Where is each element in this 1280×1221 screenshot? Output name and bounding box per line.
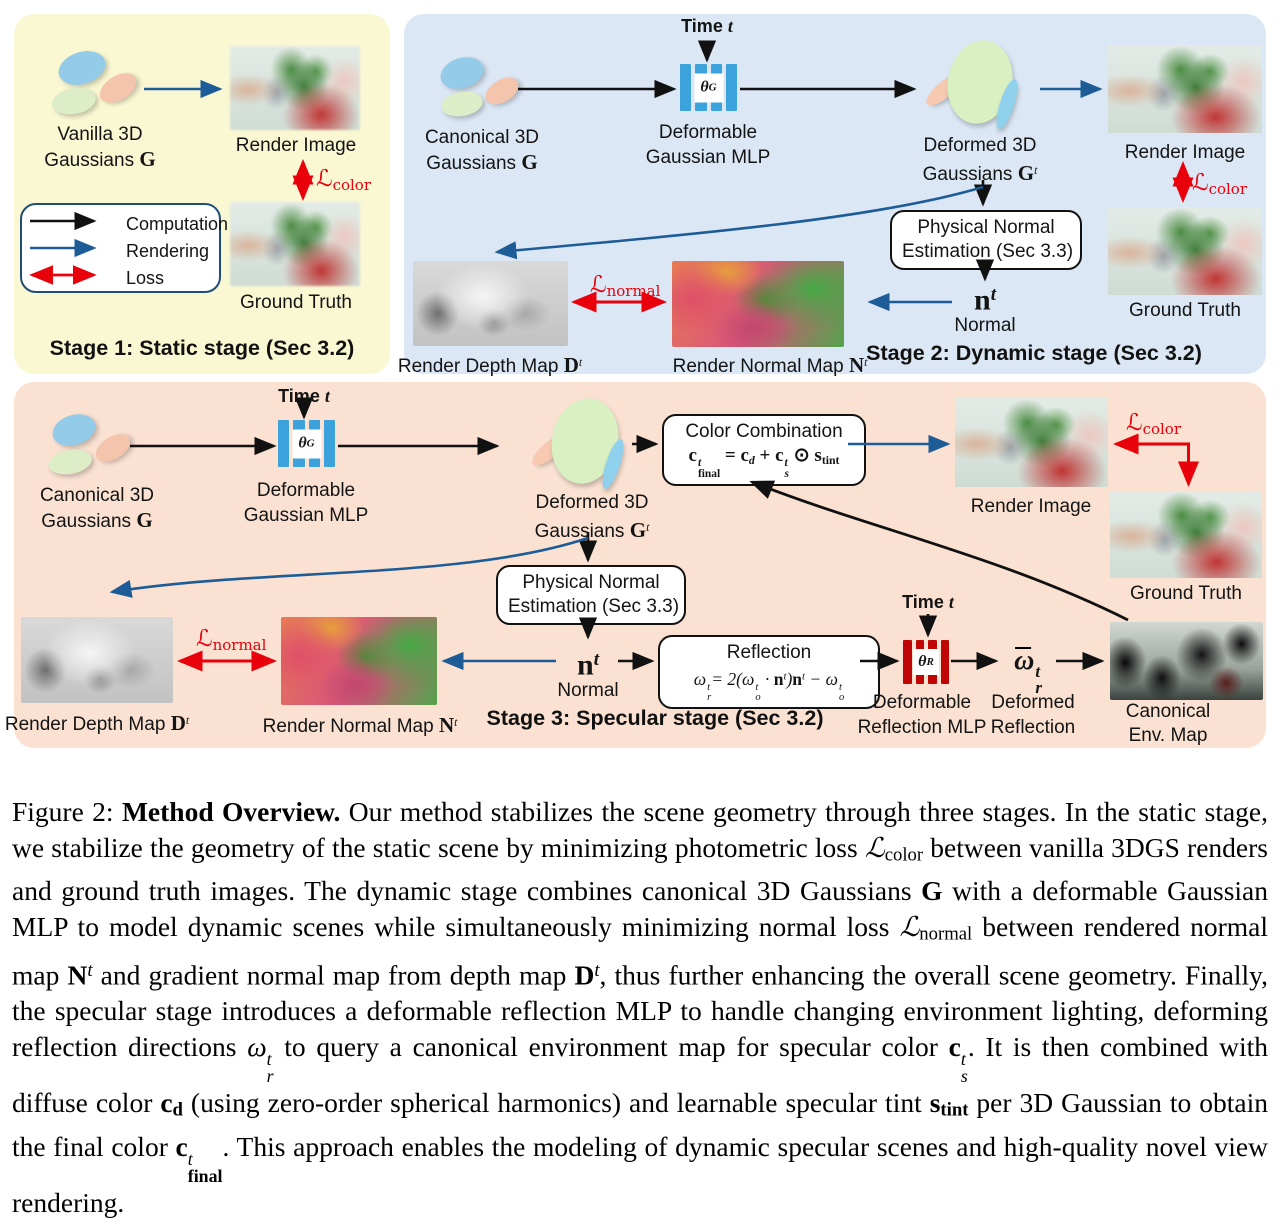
canonical-env-map-photo: [1110, 622, 1263, 700]
close-paren: ): [786, 669, 793, 690]
reflection-box: [658, 635, 880, 709]
c-diffuse: c: [740, 445, 749, 466]
deformable-reflection-mlp-label: [858, 690, 987, 740]
time-word: Time: [902, 592, 944, 612]
sup-t: t: [578, 356, 583, 369]
stage2-ground-truth-photo: [1108, 207, 1262, 295]
equals: =: [724, 445, 736, 466]
sup-t: t: [454, 716, 458, 729]
N-symbol: N: [848, 352, 865, 377]
stage3-loss-normal-label: [196, 626, 266, 654]
stage2-title: Stage 2: Dynamic stage (Sec 3.2): [866, 341, 1202, 365]
canonical-gaussians-label: [40, 483, 154, 534]
time-var: t: [324, 386, 330, 406]
sub-r: r: [707, 692, 712, 704]
caption-text: with a deformable Gaussian MLP to model dynamic scenes while simultaneously minimizing normal loss: [12, 875, 1268, 943]
caption-text: , thus further enhancing the overall scene geometry. Finally, the specular stage introduces a deformable reflection MLP to handle changing environment lighting, deforming reflection directions: [12, 959, 1268, 1063]
time-input-label: [681, 16, 733, 37]
physical-normal-estimation-box: [496, 565, 686, 625]
stage1-ground-truth-photo: [230, 202, 360, 286]
stage3-depth-map-label: [5, 708, 189, 737]
normal-map-words: Render Normal Map: [672, 355, 844, 377]
deformed-line1: Deformed 3D: [535, 492, 649, 513]
loss-symbol: ℒ: [316, 166, 333, 192]
time-var: t: [948, 592, 954, 612]
omega-r: ω: [693, 669, 707, 690]
c-specular: c: [775, 445, 784, 466]
stage2-normal-map-label: [673, 350, 868, 379]
omega-bar: ω: [1014, 645, 1035, 676]
dg-line1: Deformable: [256, 480, 356, 501]
canonical-gaussians-label: [425, 125, 539, 176]
sub-s: s: [960, 1066, 968, 1087]
gaussians-symbol: G: [136, 508, 153, 532]
canonical-line1: Canonical 3D: [424, 127, 540, 148]
theta-R-symbol: [913, 649, 939, 675]
cfinal-supsub: [187, 1148, 223, 1186]
stage3-render-image-photo: [955, 398, 1108, 487]
gaussians-symbol: G: [139, 147, 156, 171]
stage2-render-image-photo: [1108, 45, 1262, 133]
deformable-reflection-mlp-icon: [903, 640, 949, 684]
stage3-ground-truth-label: Ground Truth: [1130, 583, 1242, 604]
caption-text: Our method stabilizes the scene geometry through three stages. In the static stage, we stabilize the geometry of the static scene by minimizing photometric loss: [12, 795, 1269, 863]
stage2-normal-map-photo: [672, 261, 844, 347]
time-input-label: [278, 386, 330, 407]
physical-line1: Physical Normal: [917, 217, 1055, 238]
stage3-loss-color-label: [1126, 410, 1181, 438]
loss-symbol: ℒ: [590, 272, 607, 298]
loss-symbol: ℒ: [899, 911, 920, 944]
stage3-depth-map-photo: [21, 617, 173, 703]
caption-math-G: G: [921, 875, 943, 907]
theta: θ: [700, 78, 709, 96]
caption-text: between rendered normal map: [12, 911, 1268, 991]
sub-tint: tint: [940, 1099, 969, 1121]
time-input-label: [902, 592, 954, 613]
sup-t: t: [838, 682, 842, 694]
stage2-depth-map-label: [398, 350, 582, 379]
physical-line1: Physical Normal: [522, 572, 660, 593]
deformable-gaussian-mlp-label: [646, 120, 771, 170]
n-symbol: n: [577, 648, 594, 682]
caption-text: per 3D Gaussian to obtain the final color: [12, 1087, 1268, 1162]
caption-text: and gradient normal map from depth map: [92, 959, 575, 991]
legend-rendering-label: Rendering: [126, 241, 210, 261]
omega-supsub: [267, 1051, 274, 1085]
sup-t: t: [784, 457, 788, 470]
stage1-title: Stage 1: Static stage (Sec 3.2): [49, 336, 355, 360]
deformed-line1: Deformed 3D: [923, 135, 1037, 156]
time-word: Time: [278, 386, 320, 406]
caption-math-c-final: c: [175, 1130, 188, 1162]
deformed-gaussians-label: [923, 133, 1038, 187]
legend-loss-label: Loss: [126, 268, 165, 288]
stage2-render-image-label: Render Image: [1124, 142, 1246, 163]
stage3-title: Stage 3: Specular stage (Sec 3.2): [486, 706, 824, 730]
stage2-loss-normal-label: [590, 272, 660, 300]
loss-symbol: ℒ: [1192, 170, 1209, 196]
caption-math-s-tint: s: [929, 1087, 941, 1119]
sup-t: t: [1034, 164, 1038, 177]
loss-symbol: ℒ: [1126, 410, 1143, 436]
deformed-reflection-symbol: [1014, 646, 1042, 696]
physical-line2: Estimation (Sec 3.3): [508, 596, 680, 617]
canonical-line2: Gaussians: [426, 153, 517, 174]
env-line1: Canonical: [1125, 701, 1211, 722]
caption-text: . This approach enables the modeling of dynamic specular scenes and high-quality novel view rendering.: [12, 1130, 1268, 1218]
dr-line1: Deformable: [872, 692, 972, 713]
vanilla-gaussians-label: [44, 122, 155, 173]
sup-t: t: [87, 959, 93, 981]
sub-o: o: [838, 692, 845, 704]
physical-line2: Estimation (Sec 3.3): [902, 241, 1074, 262]
sub-tint: tint: [821, 453, 840, 467]
theta-G-symbol: [694, 73, 723, 102]
stage1-render-image-label: Render Image: [235, 135, 357, 156]
n-symbol: n: [773, 669, 784, 690]
stage1-loss-color-label: [316, 166, 371, 194]
normal-vector-symbol: [974, 280, 996, 316]
sup-t: t: [707, 682, 711, 694]
caption-math-c-d: c: [160, 1087, 173, 1119]
loss-symbol: ℒ: [196, 626, 213, 652]
stage3-normal-map-photo: [281, 617, 437, 705]
canonical-env-map-label: [1126, 700, 1211, 748]
caption-math-omega-r: ω: [247, 1031, 267, 1063]
theta-G-symbol: [292, 429, 321, 458]
physical-normal-estimation-box: [890, 210, 1082, 270]
loss-color-sub: color: [884, 844, 924, 866]
dg-line2: Gaussian MLP: [645, 147, 771, 168]
stage2-depth-map-photo: [413, 261, 568, 346]
D-symbol: D: [563, 352, 579, 377]
loss-normal-sub: normal: [212, 636, 267, 654]
eq2: = 2(: [711, 669, 742, 690]
sup-t: t: [594, 959, 600, 981]
cs-supsub: [961, 1051, 968, 1085]
sup-t: t: [593, 649, 599, 670]
sup-t: t: [266, 1049, 272, 1070]
sub-d: d: [748, 453, 755, 467]
vanilla-line1: Vanilla 3D: [57, 124, 143, 145]
deformable-gaussian-mlp-icon: [680, 64, 737, 111]
theta-sub: G: [708, 81, 717, 94]
sup-t: t: [1035, 661, 1041, 681]
normal-word-label: Normal: [557, 680, 619, 701]
canonical-line2: Gaussians: [41, 511, 132, 532]
depth-map-words: Render Depth Map: [4, 713, 166, 735]
n-symbol: n: [974, 283, 991, 317]
plus: +: [759, 445, 771, 466]
omega-o2: ω: [825, 669, 838, 690]
sub-o: o: [755, 692, 761, 704]
sup-t: t: [646, 521, 650, 534]
time-var: t: [727, 16, 733, 36]
theta: θ: [918, 653, 927, 670]
dg-line2: Gaussian MLP: [243, 505, 369, 526]
sup-t: t: [990, 284, 996, 305]
caption-bold-title: Method Overview.: [121, 795, 341, 827]
legend-computation-label: Computation: [126, 214, 229, 234]
deformed-line2: Gaussians: [534, 520, 625, 542]
sub-s: s: [784, 467, 789, 480]
normal-word-label: Normal: [954, 315, 1016, 336]
sup-t: t: [783, 671, 787, 683]
N-symbol: N: [438, 712, 455, 737]
dg-line1: Deformable: [658, 122, 758, 143]
sub-r: r: [266, 1066, 274, 1087]
reflection-title: Reflection: [726, 642, 812, 663]
sub-final: final: [697, 467, 721, 480]
stage3-render-image-label: Render Image: [970, 496, 1092, 517]
c-final: c: [688, 445, 697, 466]
sup-t: t: [802, 671, 806, 683]
sup-t: t: [755, 682, 759, 694]
gaussians-symbol: G: [629, 517, 647, 542]
sup-t: t: [187, 1148, 193, 1169]
odot-operator: ⊙: [793, 445, 810, 466]
caption-math-c-s: c: [948, 1031, 961, 1063]
normal-vector-symbol: [577, 645, 599, 681]
reflection-equation: [693, 669, 845, 704]
caption-text: . It is then combined with diffuse color: [12, 1031, 1269, 1119]
sup-t: t: [697, 457, 702, 470]
depth-map-words: Render Depth Map: [397, 355, 559, 377]
loss-color-sub: color: [1142, 420, 1182, 438]
theta-sub: R: [926, 656, 934, 668]
vanilla-line2: Gaussians: [44, 150, 135, 171]
legend-box: [20, 203, 229, 293]
canonical-line1: Canonical 3D: [39, 485, 155, 506]
caption-figure-number: Figure 2:: [12, 795, 122, 827]
dot-operator: ·: [764, 669, 770, 690]
deformed-reflection-label: [991, 690, 1076, 740]
stage3-ground-truth-photo: [1110, 491, 1262, 578]
omega-o: ω: [741, 669, 755, 690]
loss-color-sub: color: [332, 176, 372, 194]
caption-math-loss-color: [865, 832, 885, 864]
minus: −: [809, 669, 822, 690]
stage2-loss-color-label: [1192, 170, 1247, 198]
loss-normal-sub: normal: [606, 282, 661, 300]
deformable-gaussian-mlp-icon: [278, 420, 335, 467]
stage2-ground-truth-label: Ground Truth: [1129, 300, 1241, 321]
gaussians-symbol: G: [1017, 160, 1035, 185]
gaussians-symbol: G: [521, 150, 538, 174]
normal-map-words: Render Normal Map: [262, 715, 434, 737]
theta-sub: G: [306, 437, 315, 450]
caption-math-loss-normal: [899, 911, 919, 943]
caption-text: between vanilla 3DGS renders and ground truth images. The dynamic stage combines canonical 3D Gaussians: [12, 831, 1268, 907]
s-tint: s: [814, 445, 822, 466]
deformed-gaussians-label: [535, 490, 650, 544]
stage1-render-image-photo: [230, 46, 360, 130]
defl-line1: Deformed: [991, 692, 1075, 713]
caption-math-N: N: [67, 959, 88, 991]
n-symbol: n: [792, 669, 803, 690]
deformable-gaussian-mlp-label: [244, 478, 369, 528]
color-combination-box: [662, 414, 866, 486]
time-word: Time: [681, 16, 723, 36]
stage3-normal-map-label: [263, 710, 458, 739]
loss-color-sub: color: [1208, 180, 1248, 198]
sub-d: d: [172, 1099, 183, 1121]
D-symbol: D: [170, 710, 186, 735]
theta: θ: [298, 434, 307, 452]
sub-r: r: [1035, 677, 1042, 697]
sup-t: t: [185, 714, 190, 727]
deformed-line2: Gaussians: [922, 163, 1013, 185]
loss-normal-sub: normal: [919, 923, 973, 945]
figure-caption: [12, 794, 1268, 1221]
sup-t: t: [864, 356, 868, 369]
dr-line2: Reflection MLP: [857, 717, 987, 738]
caption-text: to query a canonical environment map for specular color: [273, 1031, 949, 1063]
stage1-ground-truth-label: Ground Truth: [240, 292, 352, 313]
caption-math-D: D: [574, 959, 595, 991]
caption-text: (using zero-order spherical harmonics) and learnable specular tint: [182, 1087, 930, 1119]
defl-line2: Reflection: [990, 717, 1076, 738]
color-combination-title: Color Combination: [685, 421, 843, 442]
env-line2: Env. Map: [1128, 725, 1208, 746]
sub-final: final: [187, 1165, 223, 1186]
color-combination-equation: [688, 445, 840, 480]
sup-t: t: [960, 1049, 966, 1070]
loss-symbol: ℒ: [864, 831, 885, 864]
